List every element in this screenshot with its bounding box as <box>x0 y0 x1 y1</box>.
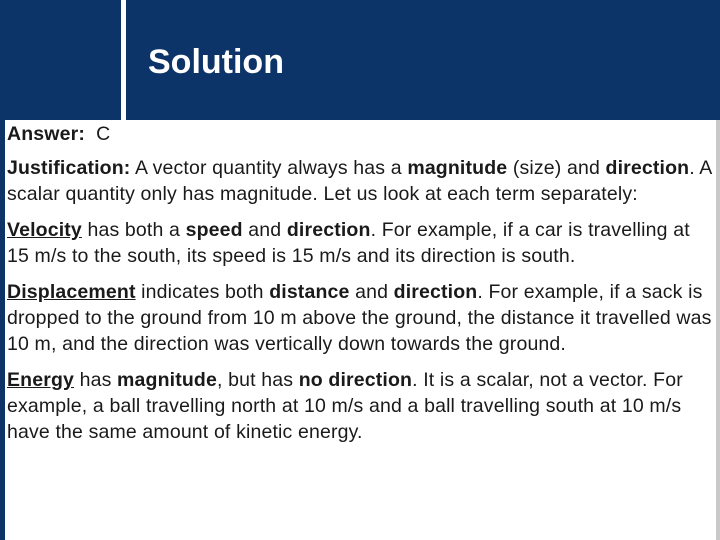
justification-magnitude: magnitude <box>407 157 508 179</box>
header-divider <box>121 0 126 120</box>
answer-paragraph <box>7 121 712 147</box>
displacement-paragraph <box>7 279 712 357</box>
right-border <box>716 120 720 540</box>
left-border <box>0 120 5 540</box>
energy-paragraph <box>7 367 712 445</box>
displacement-text-3: . For example, if a sack is dropped to the ground from 10 m above the ground, the distance it travelled was 10 m, and the direction was vertically down towards the ground. <box>7 281 712 355</box>
slide-header <box>0 0 720 120</box>
energy-term: Energy <box>7 369 75 391</box>
justification-text-2: (size) and <box>507 157 606 179</box>
answer-label: Answer: <box>7 123 85 145</box>
answer-value: C <box>96 123 111 145</box>
energy-text-1: has <box>74 369 118 391</box>
slide-title: Solution <box>148 43 284 81</box>
displacement-direction: direction <box>393 281 478 303</box>
justification-direction: direction <box>605 157 690 179</box>
justification-text-3: . A scalar quantity only has magnitude. Let us look at each term separately: <box>7 157 712 205</box>
solution-body <box>7 121 712 455</box>
energy-no-direction: no direction <box>298 369 413 391</box>
velocity-term: Velocity <box>7 219 82 241</box>
justification-paragraph <box>7 155 712 207</box>
displacement-term: Displacement <box>7 281 136 303</box>
energy-text-3: . It is a scalar, not a vector. For example, a ball travelling north at 10 m/s and a ball travelling south at 10 m/s have the same amount of kinetic energy. <box>7 369 683 443</box>
justification-text-1: A vector quantity always has a <box>130 157 408 179</box>
velocity-text-3: . For example, if a car is travelling at 15 m/s to the south, its speed is 15 m/s and its direction is south. <box>7 219 690 267</box>
velocity-speed: speed <box>185 219 243 241</box>
displacement-text-2: and <box>349 281 394 303</box>
energy-magnitude: magnitude <box>117 369 217 391</box>
energy-text-2: , but has <box>216 369 299 391</box>
displacement-distance: distance <box>269 281 350 303</box>
velocity-paragraph <box>7 217 712 269</box>
velocity-text-2: and <box>242 219 287 241</box>
displacement-text-1: indicates both <box>135 281 270 303</box>
velocity-direction: direction <box>286 219 371 241</box>
velocity-text-1: has both a <box>81 219 186 241</box>
justification-label: Justification: <box>7 157 131 179</box>
